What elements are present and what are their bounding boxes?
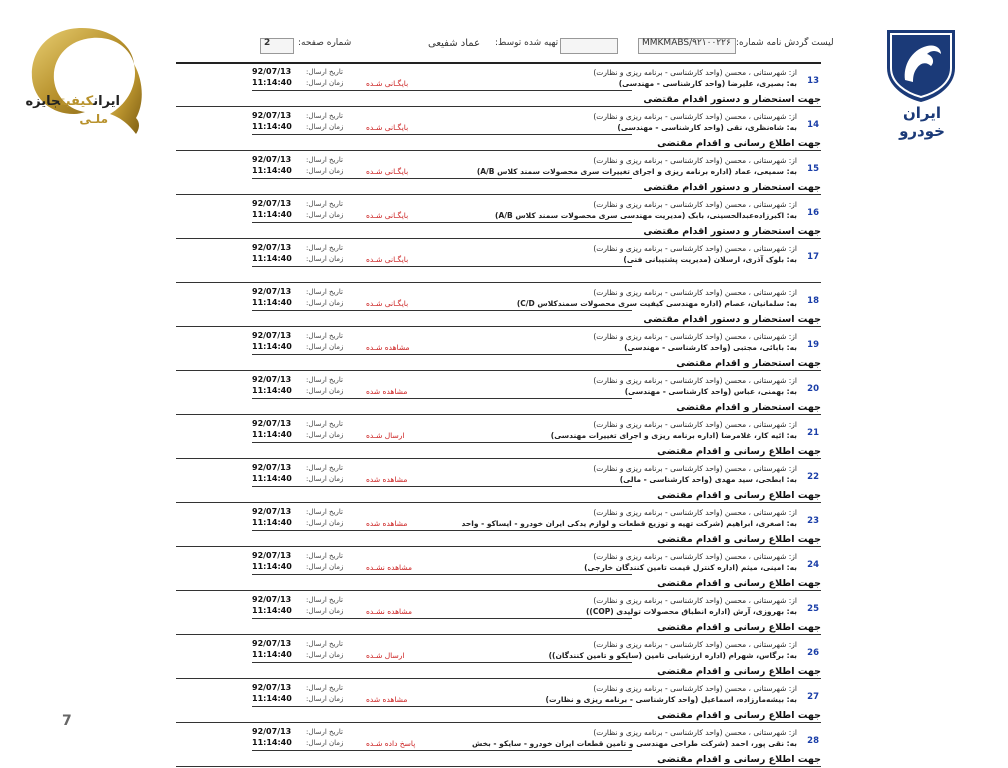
send-time-label: زمان ارسال: (306, 299, 344, 307)
send-date-value: 92/07/13 (252, 639, 292, 648)
send-time-value: 11:14:40 (252, 430, 292, 439)
send-time-label: زمان ارسال: (306, 651, 344, 659)
send-time-label: زمان ارسال: (306, 563, 344, 571)
send-time-label: زمان ارسال: (306, 431, 344, 439)
record-to: به: سمیعی، عماد (اداره برنامه ریزی و اجرای تغییرات سری محصولات سمند کلاس A/B) (476, 167, 797, 176)
slide-page-number: 7 (62, 713, 72, 729)
record-separator (176, 502, 821, 503)
send-time-value: 11:14:40 (252, 386, 292, 395)
record-purpose: جهت اطلاع رسانی و اقدام مقتضی (657, 666, 821, 677)
send-date-label: تاریخ ارسال: (306, 68, 343, 76)
row-divider (252, 266, 632, 267)
record-row (176, 416, 821, 460)
record-from: از: شهرستانی ، محسن (واحد کارشناسی - برنامه ریزی و نظارت) (593, 112, 797, 121)
record-number: 28 (807, 736, 819, 746)
record-from: از: شهرستانی ، محسن (واحد کارشناسی - برنامه ریزی و نظارت) (593, 684, 797, 693)
record-number: 23 (807, 516, 819, 526)
record-row (176, 592, 821, 636)
record-row (176, 372, 821, 416)
record-to: به: بهروزی، آرش (اداره انطباق محصولات تولیدی (COP)) (586, 607, 797, 616)
document-header (232, 36, 834, 58)
row-divider (252, 354, 632, 355)
send-date-value: 92/07/13 (252, 727, 292, 736)
send-date-value: 92/07/13 (252, 551, 292, 560)
record-number: 21 (807, 428, 819, 438)
record-to: به: اصغری، ابراهیم (شرکت تهیه و توزیع قطعات و لوازم یدکی ایران خودرو - ایساکو - واحد (461, 519, 797, 528)
page-number-value: 2 (264, 38, 271, 48)
send-time-label: زمان ارسال: (306, 739, 344, 747)
iran-khodro-wordmark: ایران خودرو (899, 104, 945, 140)
record-purpose: جهت استحضار و دستور اقدام مقتضی (643, 182, 821, 193)
send-date-value: 92/07/13 (252, 111, 292, 120)
award-subtitle: ملـی (79, 112, 108, 126)
record-number: 15 (807, 164, 819, 174)
record-to: به: بصیری، علیرضا (واحد کارشناسی - مهندسی) (618, 79, 797, 88)
row-divider (252, 486, 632, 487)
status-badge: مشاهده نشـده (366, 563, 413, 572)
list-number-value: MMKMABS/۹۲۱۰۰۲۲۶ (642, 38, 731, 48)
record-separator (176, 546, 821, 547)
send-date-label: تاریخ ارسال: (306, 464, 343, 472)
record-separator (176, 590, 821, 591)
send-date-label: تاریخ ارسال: (306, 684, 343, 692)
record-separator (176, 326, 821, 327)
send-time-label: زمان ارسال: (306, 123, 344, 131)
record-separator (176, 414, 821, 415)
record-purpose: جهت اطلاع رسانی و اقدام مقتضی (657, 534, 821, 545)
record-to: به: سلمانیان، عصام (اداره مهندسی کیفیت سری محصولات سمندکلاس C/D) (516, 299, 797, 308)
award-title: ایرانکیفیتجایزه (25, 94, 120, 109)
record-to: به: شاه‌نظری، نقی (واحد کارشناسی - مهندسی) (617, 123, 797, 132)
send-time-value: 11:14:40 (252, 738, 292, 747)
send-date-value: 92/07/13 (252, 463, 292, 472)
send-date-label: تاریخ ارسال: (306, 552, 343, 560)
send-time-value: 11:14:40 (252, 650, 292, 659)
row-divider (252, 574, 632, 575)
send-time-value: 11:14:40 (252, 562, 292, 571)
record-from: از: شهرستانی ، محسن (واحد کارشناسی - برنامه ریزی و نظارت) (593, 68, 797, 77)
record-purpose: جهت اطلاع رسانی و اقدام مقتضی (657, 138, 821, 149)
record-to: به: ابطحی، سید مهدی (واحد کارشناسی - مالی) (619, 475, 797, 484)
record-purpose: جهت اطلاع رسانی و اقدام مقتضی (657, 490, 821, 501)
record-number: 26 (807, 648, 819, 658)
list-number-label: لیست گردش نامه شماره: (736, 38, 834, 48)
row-divider (252, 134, 632, 135)
send-date-label: تاریخ ارسال: (306, 640, 343, 648)
send-date-label: تاریخ ارسال: (306, 156, 343, 164)
record-separator (176, 282, 821, 283)
send-date-label: تاریخ ارسال: (306, 420, 343, 428)
record-number: 13 (807, 76, 819, 86)
send-time-value: 11:14:40 (252, 342, 292, 351)
record-row (176, 548, 821, 592)
row-divider (252, 530, 632, 531)
record-number: 25 (807, 604, 819, 614)
row-divider (252, 222, 632, 223)
record-separator (176, 106, 821, 107)
record-to: به: ائیه کار، غلامرضا (اداره برنامه ریزی و اجرای تغییرات مهندسی) (550, 431, 797, 440)
status-badge: بایگـانی شـده (366, 211, 409, 220)
record-to: به: برگاس، شهرام (اداره ارزشیابی تامین (سایکو و تامین کنندگان)) (548, 651, 797, 660)
record-from: از: شهرستانی ، محسن (واحد کارشناسی - برنامه ریزی و نظارت) (593, 464, 797, 473)
prepared-by-box (560, 38, 618, 54)
send-time-value: 11:14:40 (252, 474, 292, 483)
send-time-value: 11:14:40 (252, 122, 292, 131)
record-row (176, 724, 821, 768)
send-time-label: زمان ارسال: (306, 211, 344, 219)
send-date-label: تاریخ ارسال: (306, 244, 343, 252)
status-badge: بایگـانی شـده (366, 123, 409, 132)
routing-records-list (176, 64, 821, 768)
record-separator (176, 458, 821, 459)
record-row (176, 636, 821, 680)
send-time-label: زمان ارسال: (306, 79, 344, 87)
record-row (176, 64, 821, 108)
send-date-value: 92/07/13 (252, 67, 292, 76)
record-separator (176, 634, 821, 635)
award-emblem-icon (12, 22, 152, 152)
status-badge: مشاهده نشـده (366, 607, 413, 616)
send-time-value: 11:14:40 (252, 298, 292, 307)
record-number: 24 (807, 560, 819, 570)
row-divider (252, 398, 632, 399)
status-badge: مشاهده شده (366, 475, 408, 484)
prepared-by-value: عماد شفیعی (428, 38, 481, 49)
send-time-label: زمان ارسال: (306, 167, 344, 175)
status-badge: ارسال شـده (366, 651, 405, 660)
prepared-by-label: تهیه شده توسط: (495, 38, 559, 48)
record-number: 18 (807, 296, 819, 306)
send-date-label: تاریخ ارسال: (306, 508, 343, 516)
row-divider (252, 618, 632, 619)
record-number: 19 (807, 340, 819, 350)
send-time-label: زمان ارسال: (306, 255, 344, 263)
row-divider (252, 90, 632, 91)
row-divider (252, 706, 632, 707)
send-date-value: 92/07/13 (252, 595, 292, 604)
record-from: از: شهرستانی ، محسن (واحد کارشناسی - برنامه ریزی و نظارت) (593, 508, 797, 517)
record-row (176, 240, 821, 284)
status-badge: مشاهده شده (366, 387, 408, 396)
record-purpose: جهت استحضار و اقدام مقتضی (676, 402, 821, 413)
send-date-value: 92/07/13 (252, 331, 292, 340)
record-number: 22 (807, 472, 819, 482)
record-separator (176, 766, 821, 767)
record-row (176, 504, 821, 548)
status-badge: مشاهده شده (366, 519, 408, 528)
status-badge: مشاهده شده (366, 695, 408, 704)
row-divider (252, 442, 632, 443)
record-separator (176, 722, 821, 723)
record-purpose: جهت اطلاع رسانی و اقدام مقتضی (657, 446, 821, 457)
record-row (176, 328, 821, 372)
send-time-value: 11:14:40 (252, 518, 292, 527)
record-separator (176, 238, 821, 239)
record-to: به: بابائی، مجتبی (واحد کارشناسی - مهندسی) (624, 343, 797, 352)
record-to: به: امینی، میثم (اداره کنترل قیمت تامین کنندگان خارجی) (584, 563, 797, 572)
record-purpose: جهت استحضار و دستور اقدام مقتضی (643, 226, 821, 237)
record-purpose: جهت اطلاع رسانی و اقدام مقتضی (657, 754, 821, 765)
send-time-label: زمان ارسال: (306, 519, 344, 527)
horse-shield-icon (881, 28, 961, 104)
row-divider (252, 662, 632, 663)
record-purpose: جهت استحضار و اقدام مقتضی (676, 358, 821, 369)
status-badge: بایگـانی شـده (366, 79, 409, 88)
record-from: از: شهرستانی ، محسن (واحد کارشناسی - برنامه ریزی و نظارت) (593, 420, 797, 429)
record-separator (176, 370, 821, 371)
record-row (176, 196, 821, 240)
record-from: از: شهرستانی ، محسن (واحد کارشناسی - برنامه ریزی و نظارت) (593, 640, 797, 649)
record-separator (176, 150, 821, 151)
record-separator (176, 194, 821, 195)
record-purpose: جهت اطلاع رسانی و اقدام مقتضی (657, 622, 821, 633)
record-to: به: بیشه‌مارزاده، اسماعیل (واحد کارشناسی - برنامه ریزی و نظارت) (545, 695, 797, 704)
record-from: از: شهرستانی ، محسن (واحد کارشناسی - برنامه ریزی و نظارت) (593, 156, 797, 165)
send-date-label: تاریخ ارسال: (306, 200, 343, 208)
send-time-value: 11:14:40 (252, 254, 292, 263)
row-divider (252, 178, 632, 179)
national-quality-award-logo (2, 22, 152, 150)
record-row (176, 460, 821, 504)
status-badge: ارسال شـده (366, 431, 405, 440)
record-to: به: بلوک آذری، ارسلان (مدیریت پشتیبانی فنی) (623, 255, 797, 264)
record-row (176, 284, 821, 328)
record-number: 17 (807, 252, 819, 262)
record-from: از: شهرستانی ، محسن (واحد کارشناسی - برنامه ریزی و نظارت) (593, 596, 797, 605)
record-purpose: جهت اطلاع رسانی و اقدام مقتضی (657, 578, 821, 589)
send-time-value: 11:14:40 (252, 210, 292, 219)
page-number-label: شماره صفحه: (298, 38, 352, 48)
send-time-value: 11:14:40 (252, 606, 292, 615)
record-row (176, 680, 821, 724)
record-purpose: جهت استحضار و دستور اقدام مقتضی (643, 94, 821, 105)
send-time-label: زمان ارسال: (306, 607, 344, 615)
record-from: از: شهرستانی ، محسن (واحد کارشناسی - برنامه ریزی و نظارت) (593, 728, 797, 737)
send-time-value: 11:14:40 (252, 78, 292, 87)
status-badge: بایگـانی شـده (366, 255, 409, 264)
send-time-value: 11:14:40 (252, 166, 292, 175)
record-from: از: شهرستانی ، محسن (واحد کارشناسی - برنامه ریزی و نظارت) (593, 332, 797, 341)
send-date-label: تاریخ ارسال: (306, 112, 343, 120)
send-time-label: زمان ارسال: (306, 695, 344, 703)
record-number: 14 (807, 120, 819, 130)
record-to: به: بهمنی، عباس (واحد کارشناسی - مهندسی) (624, 387, 797, 396)
send-date-value: 92/07/13 (252, 375, 292, 384)
record-row (176, 108, 821, 152)
send-date-label: تاریخ ارسال: (306, 288, 343, 296)
record-number: 27 (807, 692, 819, 702)
record-to: به: اکبرزاده‌عبدالحسینی، بابک (مدیریت مهندسی سری محصولات سمند کلاس A/B) (495, 211, 797, 220)
status-badge: بایگـانی شـده (366, 299, 409, 308)
send-time-value: 11:14:40 (252, 694, 292, 703)
send-date-label: تاریخ ارسال: (306, 596, 343, 604)
record-number: 20 (807, 384, 819, 394)
send-time-label: زمان ارسال: (306, 475, 344, 483)
status-badge: پاسخ داده شـده (366, 739, 416, 748)
status-badge: مشاهده شـده (366, 343, 410, 352)
status-badge: بایگـانی شـده (366, 167, 409, 176)
send-date-label: تاریخ ارسال: (306, 332, 343, 340)
record-from: از: شهرستانی ، محسن (واحد کارشناسی - برنامه ریزی و نظارت) (593, 552, 797, 561)
row-divider (252, 750, 632, 751)
send-date-label: تاریخ ارسال: (306, 728, 343, 736)
record-row (176, 152, 821, 196)
record-number: 16 (807, 208, 819, 218)
send-time-label: زمان ارسال: (306, 387, 344, 395)
send-date-value: 92/07/13 (252, 287, 292, 296)
record-purpose: جهت اطلاع رسانی و اقدام مقتضی (657, 710, 821, 721)
send-date-value: 92/07/13 (252, 199, 292, 208)
send-time-label: زمان ارسال: (306, 343, 344, 351)
send-date-label: تاریخ ارسال: (306, 376, 343, 384)
row-divider (252, 310, 632, 311)
record-to: به: نقی پور، احمد (شرکت طراحی مهندسی و تامین قطعات ایران خودرو - سایکو - بخش (471, 739, 797, 748)
send-date-value: 92/07/13 (252, 243, 292, 252)
send-date-value: 92/07/13 (252, 507, 292, 516)
record-from: از: شهرستانی ، محسن (واحد کارشناسی - برنامه ریزی و نظارت) (593, 288, 797, 297)
send-date-value: 92/07/13 (252, 419, 292, 428)
record-separator (176, 678, 821, 679)
record-from: از: شهرستانی ، محسن (واحد کارشناسی - برنامه ریزی و نظارت) (593, 376, 797, 385)
record-purpose: جهت استحضار و دستور اقدام مقتضی (643, 314, 821, 325)
record-from: از: شهرستانی ، محسن (واحد کارشناسی - برنامه ریزی و نظارت) (593, 200, 797, 209)
send-date-value: 92/07/13 (252, 683, 292, 692)
record-from: از: شهرستانی ، محسن (واحد کارشناسی - برنامه ریزی و نظارت) (593, 244, 797, 253)
send-date-value: 92/07/13 (252, 155, 292, 164)
